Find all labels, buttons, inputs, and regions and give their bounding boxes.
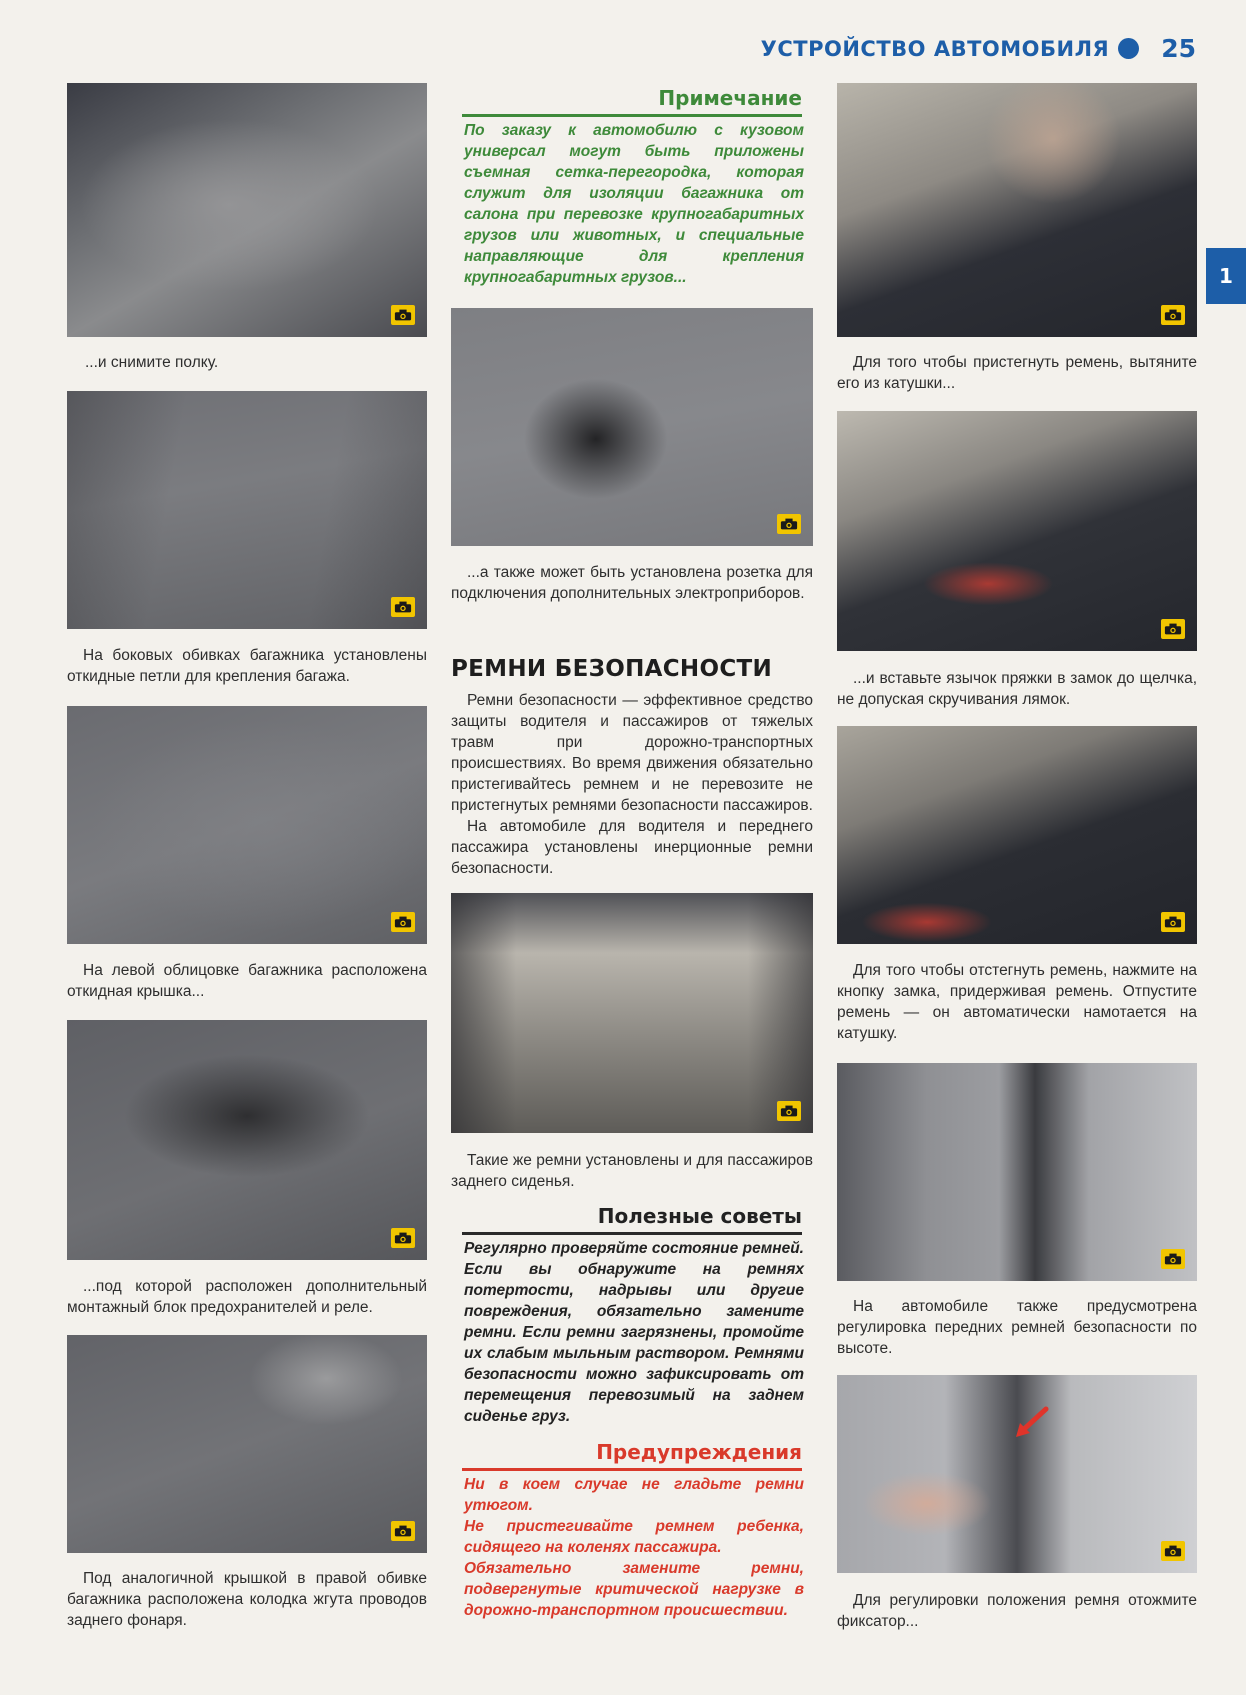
warning-1: Ни в коем случае не гладьте ремни утюгом. [464,1476,804,1514]
page-number: 25 [1161,34,1196,63]
header-dot-icon [1118,38,1139,59]
camera-icon [1161,912,1185,932]
tips-text: Регулярно проверяйте состояние ремней. Если вы обнаружите на ремнях потертости, надрывы или другие повреждения, обязательно замените ремни. Если ремни загрязнены, промойте их слабым мыльным раствором. Ремнями безопасности можно зафиксировать от перемещения перевозимый на заднем сиденье груз. [464,1240,804,1425]
photo-rear-seat-belts [451,893,813,1133]
header-title: УСТРОЙСТВО АВТОМОБИЛЯ [760,36,1110,61]
caption-pull-belt: Для того чтобы пристегнуть ремень, вытяните его из катушки... [837,354,1197,392]
camera-icon [1161,305,1185,325]
photo-left-panel-cover [67,706,427,944]
section-paragraph-2: На автомобиле для водителя и переднего пассажира установлены инерционные ремни безопасности. [451,818,813,877]
photo-right-panel-cover [67,1335,427,1553]
photo-luggage-loops [67,391,427,629]
caption-press-latch: Для регулировки положения ремня отожмите фиксатор... [837,1592,1197,1630]
caption-power-socket: ...а также может быть установлена розетка для подключения дополнительных электроприборов. [451,564,813,602]
camera-icon [1161,1249,1185,1269]
caption-insert-buckle: ...и вставьте язычок пряжки в замок до щелчка, не допуская скручивания лямок. [837,670,1197,708]
photo-power-socket [451,308,813,546]
camera-icon [391,305,415,325]
chapter-tab: 1 [1206,248,1246,304]
caption-fuse-block: ...под которой расположен дополнительный монтажный блок предохранителей и реле. [67,1278,427,1316]
photo-press-latch [837,1375,1197,1573]
camera-icon [391,1228,415,1248]
caption-release-buckle: Для того чтобы отстегнуть ремень, нажмите на кнопку замка, придерживая ремень. Отпустите ремень — он автоматически намотается на катушку. [837,962,1197,1042]
photo-remove-shelf [67,83,427,337]
running-header [761,34,1196,63]
caption-right-panel-cover: Под аналогичной крышкой в правой обивке багажника расположена колодка жгута проводов заднего фонаря. [67,1570,427,1629]
warnings-title: Предупреждения [462,1440,802,1471]
warning-2: Не пристегивайте ремнем ребенка, сидящего на коленях пассажира. [464,1518,804,1556]
caption-height-adjust: На автомобиле также предусмотрена регулировка передних ремней безопасности по высоте. [837,1298,1197,1357]
section-paragraph-1: Ремни безопасности — эффективное средство защиты водителя и пассажиров от тяжелых травм при дорожно-транспортных происшествиях. Во время движения обязательно пристегивайтесь ремнем и не перевозите не пристегнутых ремнями безопасности пассажиров. [451,692,813,814]
caption-remove-shelf: ...и снимите полку. [85,354,219,371]
camera-icon [391,912,415,932]
photo-insert-buckle [837,411,1197,651]
arrow-icon [1012,1405,1052,1441]
tips-title: Полезные советы [462,1204,802,1235]
camera-icon [391,597,415,617]
caption-rear-seat-belts: Такие же ремни установлены и для пассажиров заднего сиденья. [451,1152,813,1190]
warning-3: Обязательно замените ремни, подвергнутые критической нагрузке в дорожно-транспортном происшествии. [464,1560,804,1619]
photo-release-buckle [837,726,1197,944]
camera-icon [391,1521,415,1541]
camera-icon [1161,619,1185,639]
caption-left-panel-cover: На левой облицовке багажника расположена откидная крышка... [67,962,427,1000]
camera-icon [1161,1541,1185,1561]
section-title: РЕМНИ БЕЗОПАСНОСТИ [451,656,773,682]
note-text: По заказу к автомобилю с кузовом универсал могут быть приложены съемная сетка-перегородка, которая служит для изоляции багажника от салона при перевозке крупногабаритных грузов или животных, и специальные направляющие для крепления крупногабаритных грузов... [464,122,804,286]
camera-icon [777,1101,801,1121]
photo-fuse-block [67,1020,427,1260]
camera-icon [777,514,801,534]
photo-pull-belt [837,83,1197,337]
note-title: Примечание [462,86,802,117]
caption-luggage-loops: На боковых обивках багажника установлены откидные петли для крепления багажа. [67,647,427,685]
photo-height-adjust [837,1063,1197,1281]
